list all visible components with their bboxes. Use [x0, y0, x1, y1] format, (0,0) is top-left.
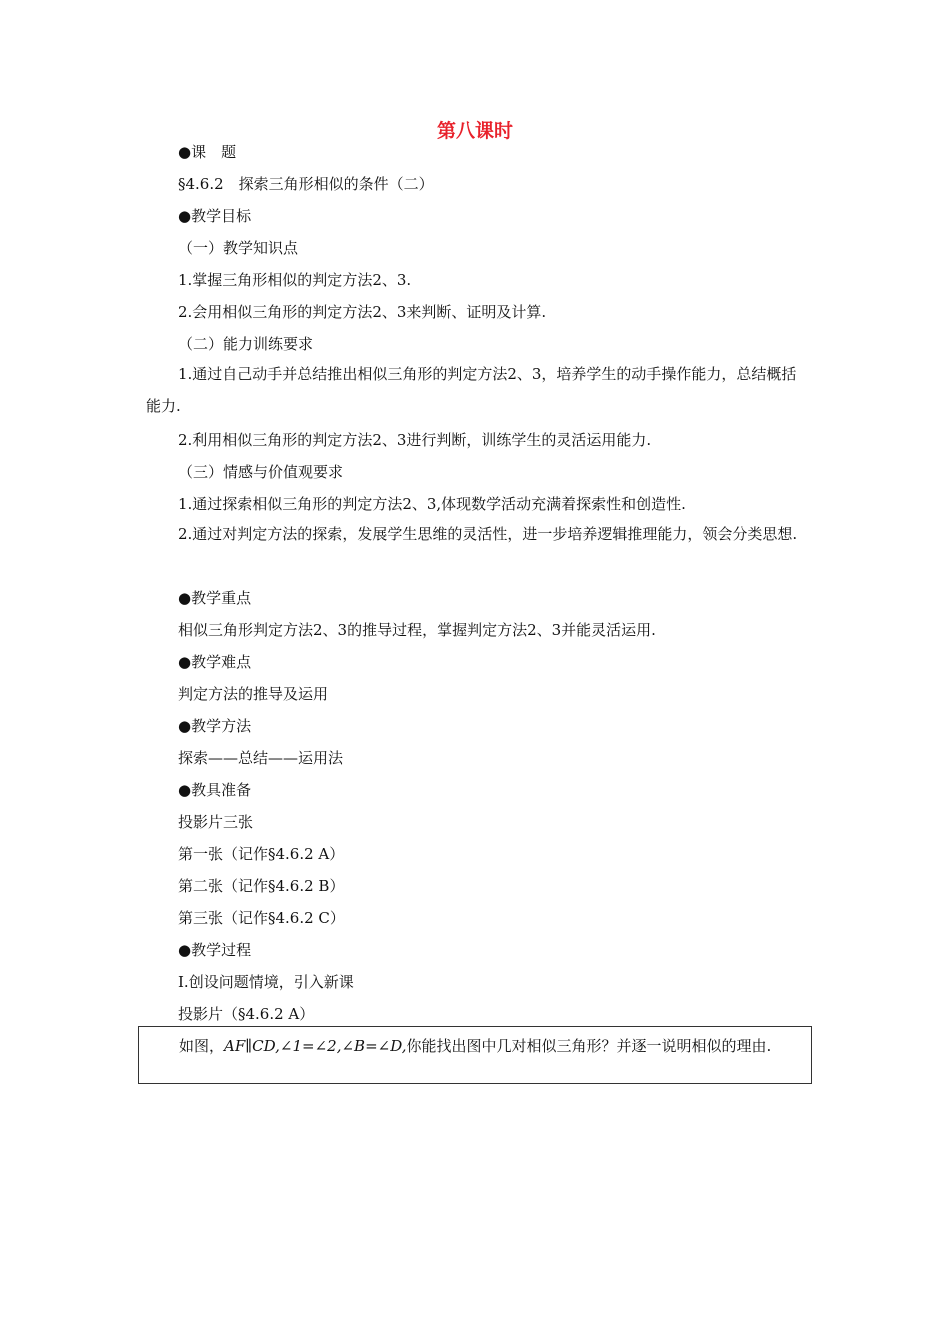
method-text: 探索——总结——运用法 — [178, 749, 344, 767]
process-step-1: Ⅰ.创设问题情境，引入新课 — [178, 973, 354, 991]
subheading-knowledge: （一）教学知识点 — [178, 239, 299, 257]
heading-process: ●教学过程 — [178, 941, 252, 959]
ability-item-1: 1.通过自己动手并总结推出相似三角形的判定方法2、3，培养学生的动手操作能力，总结概括能力. — [146, 365, 797, 415]
heading-materials: ●教具准备 — [178, 781, 252, 799]
key-points-text: 相似三角形判定方法2、3的推导过程，掌握判定方法2、3并能灵活运用. — [178, 621, 656, 639]
knowledge-item-2: 2.会用相似三角形的判定方法2、3来判断、证明及计算. — [178, 303, 547, 321]
slide-1: 第一张（记作§4.6.2 A） — [178, 845, 345, 863]
question-math: AF∥CD,∠1=∠2,∠B=∠D, — [224, 1037, 407, 1055]
heading-key-points: ●教学重点 — [178, 589, 252, 607]
slide-2: 第二张（记作§4.6.2 B） — [178, 877, 345, 895]
page-title: 第八课时 — [436, 120, 513, 142]
heading-objectives: ●教学目标 — [178, 207, 252, 225]
emotion-item-1: 1.通过探索相似三角形的判定方法2、3,体现数学活动充满着探索性和创造性. — [178, 495, 686, 513]
materials-text: 投影片三张 — [178, 813, 254, 831]
heading-method: ●教学方法 — [178, 717, 252, 735]
heading-topic: ●课 题 — [178, 143, 237, 161]
difficulties-text: 判定方法的推导及运用 — [178, 685, 329, 703]
question-suffix: 你能找出图中几对相似三角形？并逐一说明相似的理由. — [406, 1037, 772, 1055]
heading-difficulties: ●教学难点 — [178, 653, 252, 671]
emotion-item-2: 2.通过对判定方法的探索，发展学生思维的灵活性，进一步培养逻辑推理能力，领会分类思想. — [178, 525, 798, 543]
subheading-ability: （二）能力训练要求 — [178, 335, 314, 353]
ability-item-2: 2.利用相似三角形的判定方法2、3进行判断，训练学生的灵活运用能力. — [178, 431, 652, 449]
subheading-emotion: （三）情感与价值观要求 — [178, 463, 344, 481]
slide-question-box — [138, 1026, 812, 1084]
topic-text: §4.6.2 探索三角形相似的条件（二） — [178, 175, 434, 193]
question-prefix: 如图， — [179, 1037, 225, 1055]
slide-3: 第三张（记作§4.6.2 C） — [178, 909, 345, 927]
knowledge-item-1: 1.掌握三角形相似的判定方法2、3. — [178, 271, 412, 289]
slide-reference: 投影片（§4.6.2 A） — [178, 1005, 315, 1023]
